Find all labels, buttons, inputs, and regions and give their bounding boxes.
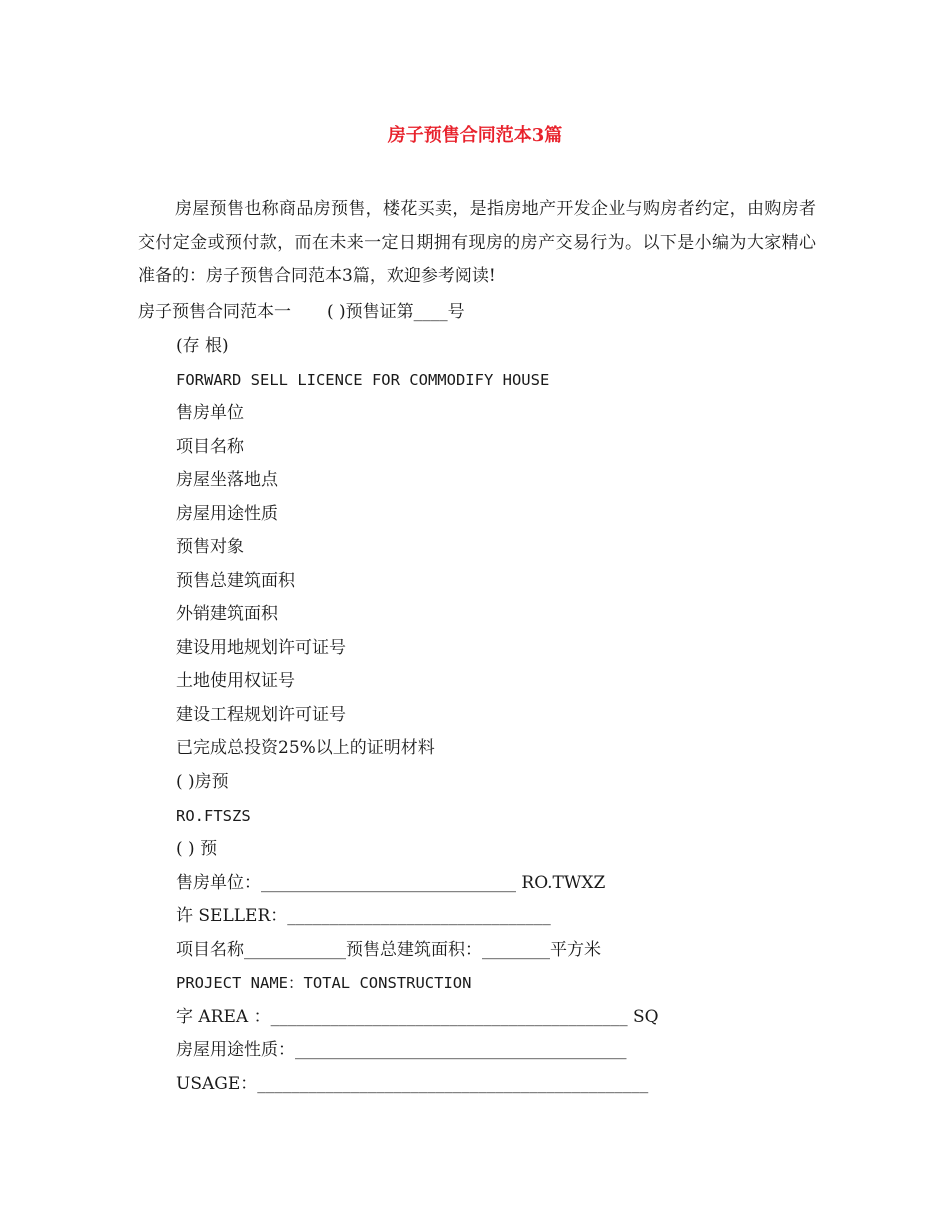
license-english-title: FORWARD SELL LICENCE FOR COMMODIFY HOUSE (176, 371, 550, 389)
form-usage-english-line: USAGE：______________________________________________ (176, 1074, 649, 1094)
intro-paragraph: 房屋预售也称商品房预售，楼花买卖，是指房地产开发企业与购房者约定，由购房者交付定金或预付款，而在未来一定日期拥有现房的房产交易行为。以下是小编为大家精心准备的：房子预售合同范本3篇，欢迎参考阅读! (138, 199, 816, 287)
section-heading: 房子预售合同范本一 (138, 302, 291, 322)
form-usage-line: 房屋用途性质：_______________________________________ (176, 1040, 627, 1060)
form-seller-line: 售房单位：______________________________ RO.TWXZ (176, 873, 606, 893)
form-project-name-english-line: PROJECT NAME：TOTAL CONSTRUCTION (176, 974, 472, 992)
presale-license-number: ( )预售证第____号 (327, 302, 465, 322)
form-seller-english-line: 许 SELLER：_______________________________ (176, 906, 551, 926)
license-code-ftszs: RO.FTSZS (176, 807, 251, 825)
presale-label: ( ) 预 (176, 839, 218, 859)
field-export-area: 外销建筑面积 (176, 604, 278, 624)
field-investment-proof: 已完成总投资25%以上的证明材料 (176, 738, 435, 758)
license-code-label: ( )房预 (176, 772, 229, 792)
field-location: 房屋坐落地点 (176, 470, 278, 490)
field-target: 预售对象 (176, 537, 244, 557)
field-total-area: 预售总建筑面积 (176, 571, 295, 591)
field-land-planning-permit: 建设用地规划许可证号 (176, 638, 346, 658)
field-usage: 房屋用途性质 (176, 504, 278, 524)
field-project-name: 项目名称 (176, 437, 244, 457)
section-heading-line (138, 301, 465, 323)
field-land-use-right: 土地使用权证号 (176, 671, 295, 691)
form-project-area-line: 项目名称____________预售总建筑面积：________平方米 (176, 940, 601, 960)
stub-label: (存 根) (176, 336, 229, 356)
form-area-line: 字 AREA ：__________________________________________ SQ (176, 1007, 659, 1027)
document-title: 房子预售合同范本3篇 (387, 125, 563, 146)
field-construction-permit: 建设工程规划许可证号 (176, 705, 346, 725)
field-seller: 售房单位 (176, 403, 244, 423)
